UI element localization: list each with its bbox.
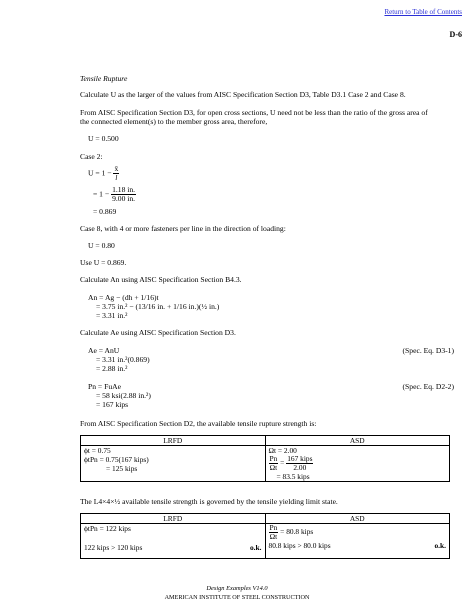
case8-text: Case 8, with 4 or more fasteners per line in the direction of loading: bbox=[80, 224, 286, 233]
table2-asd-rhs: = 80.8 kips bbox=[280, 527, 314, 537]
table2-header-asd: ASD bbox=[265, 514, 450, 524]
case2-eq1 bbox=[88, 165, 119, 182]
an-eq2: = 3.75 in.² − (13/16 in. + 1/16 in.)(½ in.) bbox=[96, 302, 220, 311]
table2-asd-ok: o.k. bbox=[434, 541, 446, 550]
footer-title: Design Examples V14.0 bbox=[206, 585, 268, 592]
table1-lrfd-row: ϕtPn = 0.75(167 kips) bbox=[84, 455, 149, 464]
calc-ae-text: Calculate Ae using AISC Specification Section D3. bbox=[80, 328, 236, 337]
table2-asd-comparison: 80.8 kips > 80.0 kips bbox=[268, 541, 331, 550]
table1-asd-rhs-den: 2.00 bbox=[293, 463, 307, 472]
ae-eq3: = 2.88 in.² bbox=[96, 364, 128, 373]
governs-text: The L4×4×½ available tensile strength is governed by the tensile yielding limit state. bbox=[80, 497, 338, 506]
case2-label: Case 2: bbox=[80, 152, 103, 161]
paragraph-spec-d3-line2: the connected element(s) to the member gross area, therefore, bbox=[80, 117, 268, 126]
footer-publisher: AMERICAN INSTITUTE OF STEEL CONSTRUCTION bbox=[164, 594, 310, 601]
rupture-strength-table bbox=[80, 435, 450, 482]
table2-asd-row2 bbox=[269, 541, 447, 550]
ae-eq2: = 3.31 in.²(0.869) bbox=[96, 355, 150, 364]
table1-lrfd-row: = 125 kips bbox=[106, 464, 138, 473]
an-eq1: An = Ag − (dh + 1/16)t bbox=[88, 293, 159, 302]
comparison-table bbox=[80, 513, 450, 559]
case2-eq1-num: x̄ bbox=[114, 164, 119, 173]
table1-asd-row3: = 83.5 kips bbox=[276, 472, 310, 481]
table1-asd-rhs-num: 167 kips bbox=[287, 454, 313, 463]
paragraph-calc-u: Calculate U as the larger of the values from AISC Specification Section D3, Table D3.1 Case 2 and Case 8. bbox=[80, 90, 406, 99]
table1-asd-lhs-num: Pn bbox=[269, 454, 278, 463]
table1-asd-lhs-den: Ωt bbox=[269, 463, 278, 472]
table1-asd-row1: Ωt = 2.00 bbox=[268, 446, 297, 455]
table2-lrfd-ok: o.k. bbox=[249, 543, 262, 552]
table2-asd-den: Ωt bbox=[269, 532, 278, 541]
table1-header-asd: ASD bbox=[265, 436, 450, 446]
case2-eq1-lhs: U = 1 − bbox=[88, 168, 112, 178]
table2-asd-num: Pn bbox=[269, 523, 278, 532]
table1-asd-row2: $\frac{Pn}{\Omega t}$ = $\frac{\text{167 kips}}{2.00}$ bbox=[269, 454, 313, 472]
case2-eq2 bbox=[93, 186, 136, 203]
case2-eq1-den: l bbox=[115, 173, 118, 182]
an-eq3: = 3.31 in.² bbox=[96, 311, 128, 320]
d2-text: From AISC Specification Section D2, the available tensile rupture strength is: bbox=[80, 419, 317, 428]
ae-eq1: Ae = AnU bbox=[88, 346, 120, 355]
section-title: Tensile Rupture bbox=[80, 74, 128, 83]
case2-eq2-lhs: = 1 − bbox=[93, 189, 110, 199]
table1-lrfd-row: ϕt = 0.75 bbox=[84, 446, 111, 455]
ae-spec-ref: (Spec. Eq. D3-1) bbox=[402, 346, 454, 355]
table2-lrfd-cell bbox=[81, 524, 266, 559]
table2-asd-row1 bbox=[269, 524, 447, 541]
table2-lrfd-row2 bbox=[84, 543, 262, 552]
case2-eq2-den: 9.00 in. bbox=[112, 194, 136, 203]
pn-eq2: = 58 ksi(2.88 in.²) bbox=[96, 391, 151, 400]
case2-eq3: = 0.869 bbox=[93, 207, 117, 216]
table1-lrfd-cell bbox=[81, 446, 266, 482]
use-u-text: Use U = 0.869. bbox=[80, 258, 127, 267]
case2-eq2-num: 1.18 in. bbox=[112, 185, 136, 194]
table2-header-lrfd: LRFD bbox=[81, 514, 266, 524]
pn-eq3: = 167 kips bbox=[96, 400, 129, 409]
equation-u-080: U = 0.80 bbox=[88, 241, 115, 250]
page-number: D-6 bbox=[449, 30, 462, 39]
table2-lrfd-comparison: 122 kips > 120 kips bbox=[84, 543, 143, 552]
return-to-toc-link[interactable]: Return to Table of Contents bbox=[384, 8, 462, 16]
paragraph-spec-d3-line1: From AISC Specification Section D3, for open cross sections, U need not be less than the ratio of the gross area of bbox=[80, 108, 428, 117]
table2-lrfd-row1: ϕtPn = 122 kips bbox=[84, 524, 131, 533]
pn-eq1: Pn = FuAe bbox=[88, 382, 121, 391]
table1-asd-cell bbox=[265, 446, 450, 482]
calc-an-text: Calculate An using AISC Specification Section B4.3. bbox=[80, 275, 242, 284]
table1-header-lrfd: LRFD bbox=[81, 436, 266, 446]
pn-spec-ref: (Spec. Eq. D2-2) bbox=[402, 382, 454, 391]
equation-u-0500: U = 0.500 bbox=[88, 134, 119, 143]
table2-asd-cell bbox=[265, 524, 450, 559]
